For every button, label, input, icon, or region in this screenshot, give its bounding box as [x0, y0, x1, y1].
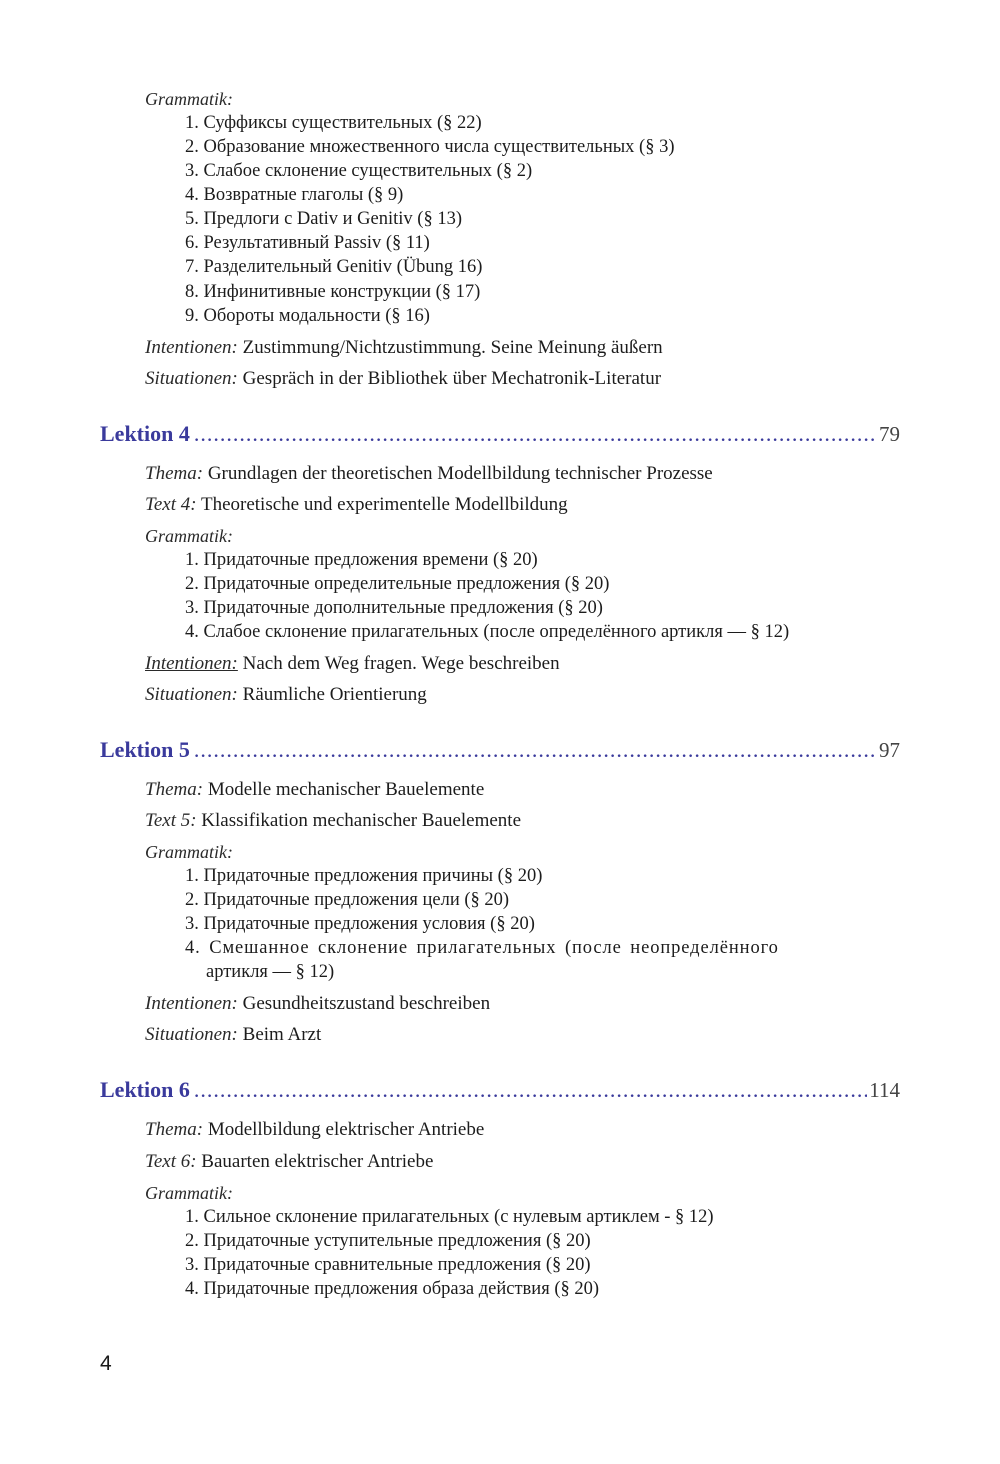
- dot-leader: [194, 1076, 867, 1104]
- grammar-item: 3. Слабое склонение существительных (§ 2): [185, 161, 533, 181]
- lektion-page-number: 79: [879, 422, 900, 446]
- grammatik-label: Grammatik:: [145, 89, 233, 109]
- lektion-title: Lektion 5: [100, 737, 190, 762]
- text-value: Theoretische und experimentelle Modellbildung: [200, 494, 568, 515]
- situationen-label: Situationen:: [145, 1024, 238, 1045]
- page-number: 4: [100, 1352, 112, 1375]
- thema-value: Modellbildung elektrischer Antriebe: [207, 1119, 485, 1140]
- text-line: [145, 809, 521, 833]
- toc-entry-lektion-6[interactable]: [100, 1076, 900, 1104]
- intentionen-label: Intentionen:: [145, 993, 238, 1014]
- toc-entry-lektion-5[interactable]: [100, 736, 900, 764]
- grammar-item: 1. Придаточные предложения времени (§ 20): [185, 550, 538, 570]
- intentionen-line: [145, 652, 560, 676]
- toc-entry-lektion-4[interactable]: [100, 420, 900, 448]
- thema-label: Thema:: [145, 1119, 204, 1140]
- situationen-line: [145, 683, 427, 707]
- grammar-item: 3. Придаточные предложения условия (§ 20): [185, 914, 535, 934]
- text-label: Text 4:: [145, 494, 197, 515]
- thema-label: Thema:: [145, 463, 204, 484]
- grammar-item: 3. Придаточные сравнительные предложения (§ 20): [185, 1255, 591, 1275]
- grammar-item: 1. Сильное склонение прилагательных (с нулевым артиклем - § 12): [185, 1207, 714, 1227]
- grammar-item: 2. Придаточные уступительные предложения (§ 20): [185, 1231, 591, 1251]
- intentionen-label: Intentionen:: [145, 653, 238, 674]
- grammatik-label: Grammatik:: [145, 1183, 233, 1203]
- thema-line: [145, 462, 713, 486]
- grammar-item: 3. Придаточные дополнительные предложения (§ 20): [185, 598, 603, 618]
- grammar-item: 7. Разделительный Genitiv (Übung 16): [185, 257, 483, 277]
- grammar-item: 1. Суффиксы существительных (§ 22): [185, 113, 482, 133]
- situationen-value: Beim Arzt: [242, 1024, 322, 1045]
- dot-leader: [194, 736, 877, 764]
- situationen-value: Gespräch in der Bibliothek über Mechatronik-Literatur: [242, 368, 662, 389]
- grammar-item: 2. Образование множественного числа существительных (§ 3): [185, 137, 675, 157]
- lektion-title: Lektion 6: [100, 1077, 190, 1102]
- intentionen-value: Nach dem Weg fragen. Wege beschreiben: [242, 653, 560, 674]
- text-label: Text 6:: [145, 1151, 197, 1172]
- grammar-item: 4. Возвратные глаголы (§ 9): [185, 185, 404, 205]
- intentionen-line: [145, 336, 663, 360]
- lektion-title: Lektion 4: [100, 421, 190, 446]
- grammar-item: 8. Инфинитивные конструкции (§ 17): [185, 282, 481, 302]
- text-line: [145, 493, 568, 517]
- intentionen-value: Gesundheitszustand beschreiben: [242, 993, 491, 1014]
- intentionen-line: [145, 992, 490, 1016]
- situationen-label: Situationen:: [145, 684, 238, 705]
- text-value: Klassifikation mechanischer Bauelemente: [201, 810, 522, 831]
- grammatik-label: Grammatik:: [145, 526, 233, 546]
- thema-value: Modelle mechanischer Bauelemente: [207, 779, 485, 800]
- grammar-item: 2. Придаточные предложения цели (§ 20): [185, 890, 510, 910]
- grammar-item: 4. Придаточные предложения образа действия (§ 20): [185, 1279, 600, 1299]
- thema-label: Thema:: [145, 779, 204, 800]
- lektion-page-number: 114: [869, 1078, 900, 1102]
- thema-line: [145, 1118, 484, 1142]
- intentionen-label: Intentionen:: [145, 337, 238, 358]
- grammar-item: 1. Придаточные предложения причины (§ 20): [185, 866, 543, 886]
- text-label: Text 5:: [145, 810, 197, 831]
- grammar-item-continuation: артикля — § 12): [206, 962, 335, 982]
- dot-leader: [194, 420, 877, 448]
- thema-value: Grundlagen der theoretischen Modellbildung technischer Prozesse: [207, 463, 713, 484]
- grammar-item: 4. Смешанное склонение прилагательных (после неопределённого: [185, 938, 779, 958]
- grammatik-label: Grammatik:: [145, 842, 233, 862]
- intentionen-value: Zustimmung/Nichtzustimmung. Seine Meinung äußern: [242, 337, 663, 358]
- situationen-label: Situationen:: [145, 368, 238, 389]
- situationen-value: Räumliche Orientierung: [242, 684, 427, 705]
- situationen-line: [145, 367, 661, 391]
- grammar-item: 9. Обороты модальности (§ 16): [185, 306, 430, 326]
- thema-line: [145, 778, 484, 802]
- grammar-item: 6. Результативный Passiv (§ 11): [185, 233, 430, 253]
- text-value: Bauarten elektrischer Antriebe: [201, 1151, 434, 1172]
- lektion-page-number: 97: [879, 738, 900, 762]
- grammar-item: 5. Предлоги с Dativ и Genitiv (§ 13): [185, 209, 462, 229]
- grammar-item: 4. Слабое склонение прилагательных (после определённого артикля — § 12): [185, 622, 790, 642]
- text-line: [145, 1150, 433, 1174]
- situationen-line: [145, 1023, 321, 1047]
- grammar-item: 2. Придаточные определительные предложения (§ 20): [185, 574, 610, 594]
